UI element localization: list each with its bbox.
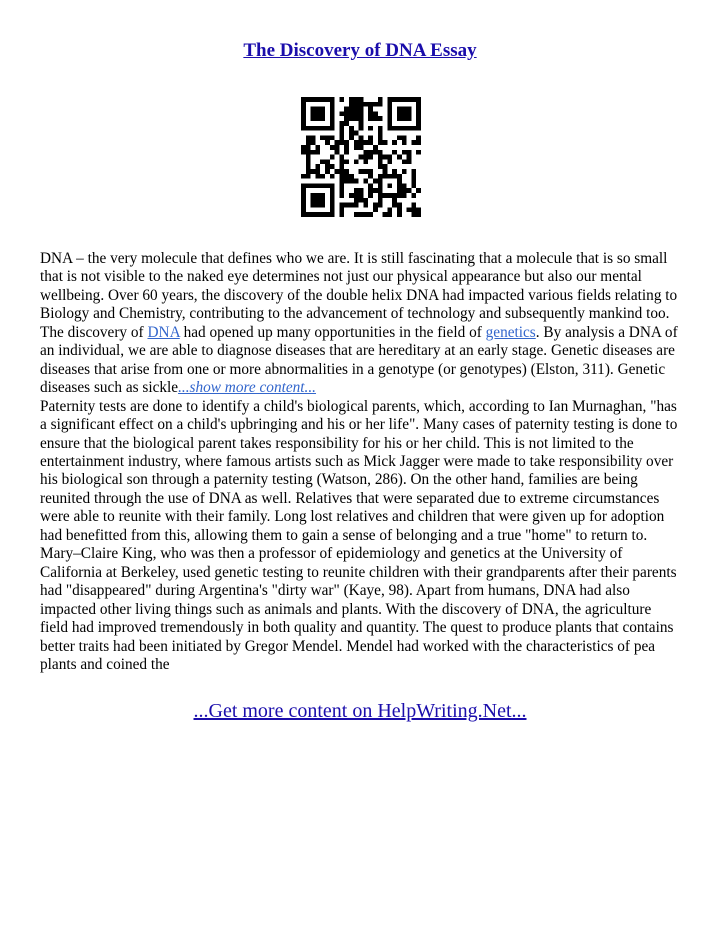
intro-text-a: DNA – the very molecule that defines who we are. It is still fascinating that a molecule that is so small that is not visible to the naked eye determines not just our physical appearance but also our mental wellbeing. Over 60 years, the discovery of the double helix DNA had impacted various fields relating to Biology and Chemistry, contributing to the advancement of technology and subsequently mankind too. The discovery of [40, 250, 678, 341]
intro-text-c: . By analysis a DNA of an individual, we are able to diagnose diseases that are hereditary at an early stage. Genetic diseases are diseases that arise from one or more abnormalities in a genotype (or genotypes) (Elston, 311). Genetic diseases such as sickle [40, 323, 678, 397]
intro-text-b: had opened up many opportunities in the field of [179, 323, 486, 341]
paragraph-intro [40, 250, 682, 398]
get-more-content-link[interactable]: ...Get more content on HelpWriting.Net... [193, 700, 527, 722]
paragraph-body: Paternity tests are done to identify a child's biological parents, which, according to Ian Murnaghan, "has a significant effect on a child's upbringing and his or her life". Many cases of paternity testing is done to ensure that the biological parent takes responsibility for his or her child. This is not limited to the entertainment industry, where famous artists such as Mick Jagger were made to take responsibility over his biological son through a paternity testing (Watson, 286). On the other hand, families are being reunited through the use of DNA as well. Relatives that were separated due to extreme circumstances were able to reunite with their family. Long lost relatives and children that were given up for adoption had benefitted from this, allowing them to gain a sense of belonging and a true "home" to return to. Mary–Claire King, who was then a professor of epidemiology and genetics at the University of California at Berkeley, used genetic testing to reunite children with their grandparents after their parents had "disappeared" during Argentina's "dirty war" (Kaye, 98). Apart from humans, DNA had also impacted other living things such as animals and plants. With the discovery of DNA, the agriculture field had improved tremendously in both quality and quantity. The quest to produce plants that contains better traits had been initiated by Gregor Mendel. Mendel had worked with the characteristics of pea plants and coined the [40, 397, 678, 673]
show-more-link[interactable]: ...show more content... [178, 379, 317, 397]
essay-body [40, 250, 682, 674]
dna-link[interactable]: DNA [147, 323, 180, 341]
qr-code-icon [301, 97, 421, 217]
genetics-link[interactable]: genetics [485, 323, 536, 341]
essay-title-link[interactable]: The Discovery of DNA Essay [243, 40, 477, 61]
